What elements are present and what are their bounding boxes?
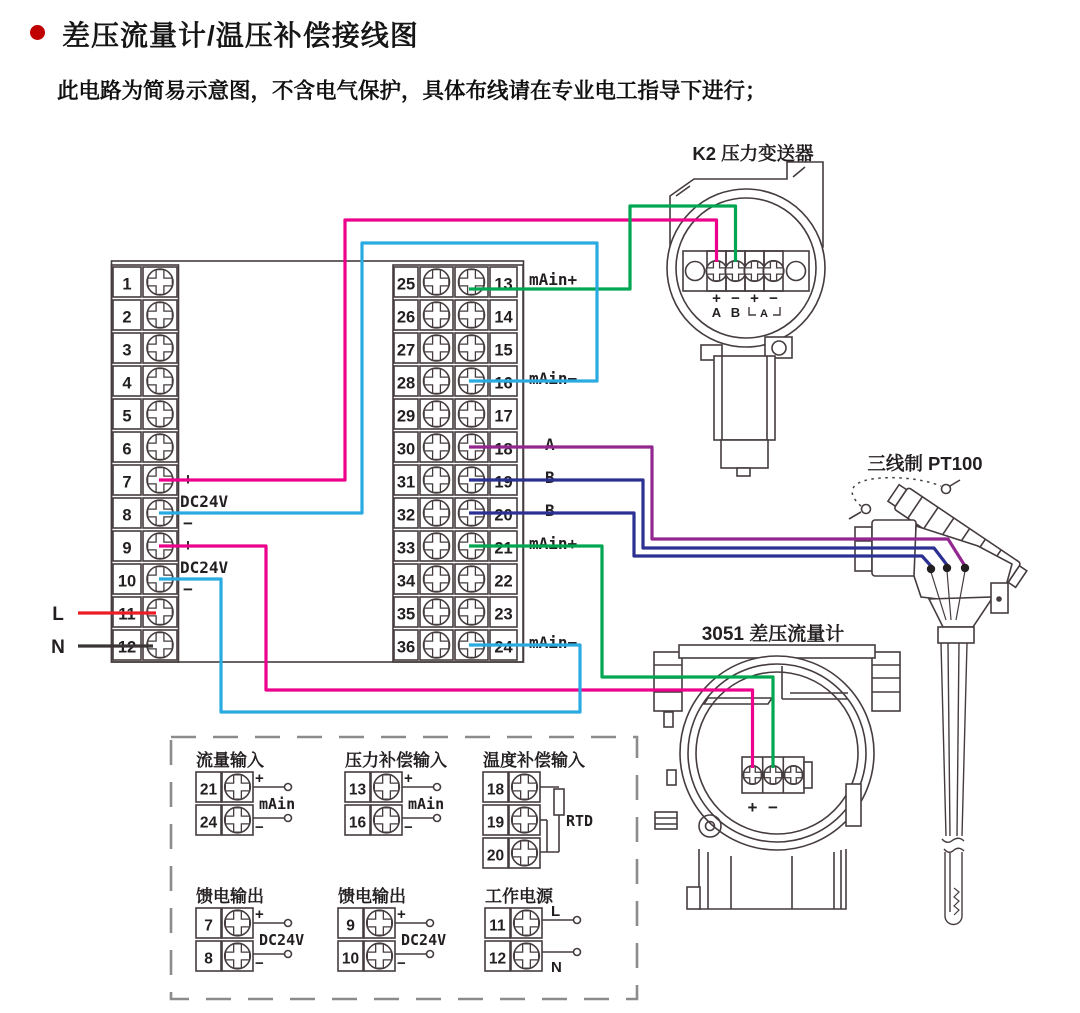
pt100-terminal-dot [927,565,935,573]
legend-sign: + [397,906,406,923]
legend-group-title: 工作电源 [485,887,553,906]
legend-group-title: 流量输入 [196,751,264,770]
legend-sign: N [551,959,562,976]
legend-group-3 [483,750,593,868]
terminal-number: 7 [122,473,132,492]
legend-group-1 [196,750,295,836]
screw-terminal-icon [459,599,485,625]
open-terminal-icon [285,951,292,958]
screw-terminal-icon [764,766,782,784]
tx-sign-4: − [769,290,778,307]
legend-group-6 [485,886,581,976]
screw-terminal-icon [459,335,485,361]
signal-label-19: B [545,468,555,487]
terminal-number: 16 [494,374,513,393]
screw-terminal-icon [147,302,173,328]
rtd-resistor-icon [554,789,564,815]
legend-group-title: 馈电输出 [196,887,264,906]
terminal-number: 9 [122,539,132,558]
pt100-terminal-dot [943,564,951,572]
screw-terminal-icon [424,368,450,394]
terminal-number: 1 [122,275,132,294]
terminal-number: 29 [396,407,416,426]
terminal-number: 14 [494,308,513,327]
open-terminal-icon [434,784,441,791]
screw-terminal-icon [225,807,251,833]
legend-group-5 [338,886,446,972]
power-annotation: DC24V [180,492,229,511]
screw-terminal-icon [225,910,251,936]
legend-sign: + [404,770,413,787]
terminal-number: 30 [396,440,416,459]
tx-sign-2: − [731,290,740,307]
signal-label-21: mAin+ [529,534,578,553]
screw-terminal-icon [459,269,485,295]
terminal-number: 17 [494,407,513,426]
terminal-number: 13 [348,781,367,799]
pt100-title: 三线制 PT100 [867,453,983,474]
legend-group-title: 馈电输出 [338,887,406,906]
terminal-number: 23 [494,605,513,624]
terminal-number: 9 [346,917,355,935]
legend-sign: L [551,903,561,920]
screw-terminal-icon [424,467,450,493]
open-terminal-icon [574,949,581,956]
screw-terminal-icon [424,566,450,592]
fm-minus-label: − [768,798,778,817]
screw-terminal-icon [374,807,400,833]
break-symbol-icon [942,838,964,842]
legend-center-label: mAin [259,795,296,813]
terminal-number: 5 [122,407,132,426]
terminal-number: 22 [494,572,513,591]
screw-terminal-icon [424,533,450,559]
legend-center-label: mAin [408,795,445,813]
terminal-number: 19 [486,814,505,832]
terminal-number: 19 [494,473,513,492]
open-terminal-icon [434,815,441,822]
legend-group-title: 压力补偿输入 [345,751,447,770]
screw-terminal-icon [514,943,540,969]
screw-terminal-icon [512,840,538,866]
screw-terminal-icon [459,302,485,328]
mains-live-label: L [52,604,64,625]
power-annotation: + [183,536,193,555]
screw-terminal-icon [459,566,485,592]
screw-terminal-icon [763,261,784,282]
tx-sign-1: + [712,290,721,307]
screw-terminal-icon [424,434,450,460]
terminal-number: 7 [204,917,213,935]
terminal-number: 21 [494,539,513,558]
signal-label-16: mAin− [529,369,578,388]
legend-center-label: DC24V [259,931,305,949]
screw-terminal-icon [147,269,173,295]
screw-terminal-icon [367,943,393,969]
screw-terminal-icon [367,910,393,936]
terminal-number: 3 [122,341,132,360]
terminal-number: 13 [494,275,513,294]
screw-terminal-icon [424,269,450,295]
screw-terminal-icon [424,302,450,328]
terminal-number: 12 [117,638,137,657]
screw-terminal-icon [147,401,173,427]
legend-center-label: RTD [566,812,594,830]
screw-terminal-icon [374,774,400,800]
terminal-number: 10 [341,950,360,968]
legend-sign: − [397,955,406,972]
mains-neutral-label: N [51,637,65,658]
legend-sign: + [255,770,264,787]
screw-terminal-icon [147,434,173,460]
terminal-number: 10 [117,572,137,591]
screw-terminal-icon [512,774,538,800]
pt100-terminal-dot [961,564,969,572]
terminal-number: 20 [494,506,513,525]
screw-terminal-icon [743,766,761,784]
screw-terminal-icon [147,335,173,361]
tx-name-b: B [730,305,741,320]
screw-terminal-icon [744,261,765,282]
terminal-number: 8 [122,506,132,525]
terminal-number: 11 [489,917,506,935]
screw-terminal-icon [512,807,538,833]
power-annotation: − [183,580,193,599]
signal-label-20: B [545,501,555,520]
flow-meter-title: 3051 差压流量计 [701,624,845,645]
power-annotation: − [183,514,193,533]
signal-label-13: mAin+ [529,270,578,289]
power-annotation: DC24V [180,558,229,577]
signal-label-18: A [545,435,555,454]
rtd-element-icon [954,888,959,915]
legend-sign: − [255,955,264,972]
signal-label-24: mAin− [529,633,578,652]
open-terminal-icon [285,784,292,791]
open-terminal-icon [574,917,581,924]
tx-name-a: A [711,305,722,320]
pressure-transmitter [667,143,825,476]
terminal-number: 8 [204,950,213,968]
screw-terminal-icon [706,261,727,282]
screw-terminal-icon [225,943,251,969]
screw-terminal-icon [424,401,450,427]
terminal-number: 32 [396,506,416,525]
terminal-number: 20 [486,847,505,865]
terminal-number: 31 [396,473,416,492]
screw-terminal-icon [459,401,485,427]
page-subtitle: 此电路为简易示意图，不含电气保护，具体布线请在专业电工指导下进行； [57,79,767,103]
screw-terminal-icon [424,500,450,526]
terminal-number: 33 [396,539,416,558]
terminal-number: 25 [396,275,416,294]
legend-sign: + [255,906,264,923]
legend-box [171,737,637,999]
legend-center-label: DC24V [401,931,447,949]
terminal-number: 35 [396,605,416,624]
terminal-number: 11 [118,605,136,624]
terminal-number: 26 [396,308,416,327]
terminal-number: 24 [199,814,218,832]
open-terminal-icon [285,920,292,927]
break-symbol-icon [944,848,964,852]
screw-terminal-icon [225,774,251,800]
terminal-number: 24 [494,638,513,657]
tx-loop-meter-label: A [760,308,768,320]
screw-terminal-icon [784,766,802,784]
terminal-number: 12 [488,950,507,968]
open-terminal-icon [285,815,292,822]
terminal-number: 15 [494,341,513,360]
terminal-number: 36 [396,638,416,657]
terminal-number: 27 [396,341,416,360]
screw-terminal-icon [147,368,173,394]
terminal-number: 18 [486,781,505,799]
terminal-number: 2 [122,308,132,327]
open-terminal-icon [427,920,434,927]
screw-terminal-icon [424,599,450,625]
legend-sign: − [404,819,413,836]
terminal-number: 21 [199,781,218,799]
screw-terminal-icon [514,910,540,936]
terminal-number: 34 [396,572,416,591]
terminal-number: 28 [396,374,416,393]
terminal-number: 6 [122,440,132,459]
flow-meter [654,622,900,909]
open-terminal-icon [427,951,434,958]
pressure-transmitter-title: K2 压力变送器 [692,143,814,164]
fm-plus-label: + [747,798,758,817]
legend-group-title: 温度补偿输入 [483,751,585,770]
legend-group-4 [196,886,304,972]
terminal-number: 16 [348,814,367,832]
screw-terminal-icon [424,632,450,658]
terminal-number: 18 [494,440,513,459]
screw-terminal-icon [725,261,746,282]
screw-terminal-icon [424,335,450,361]
page-title: 差压流量计/温压补偿接线图 [62,20,419,51]
legend-group-2 [345,750,447,836]
tx-sign-3: + [750,290,759,307]
terminal-number: 4 [122,374,132,393]
legend-sign: − [255,819,264,836]
power-annotation: + [183,470,193,489]
